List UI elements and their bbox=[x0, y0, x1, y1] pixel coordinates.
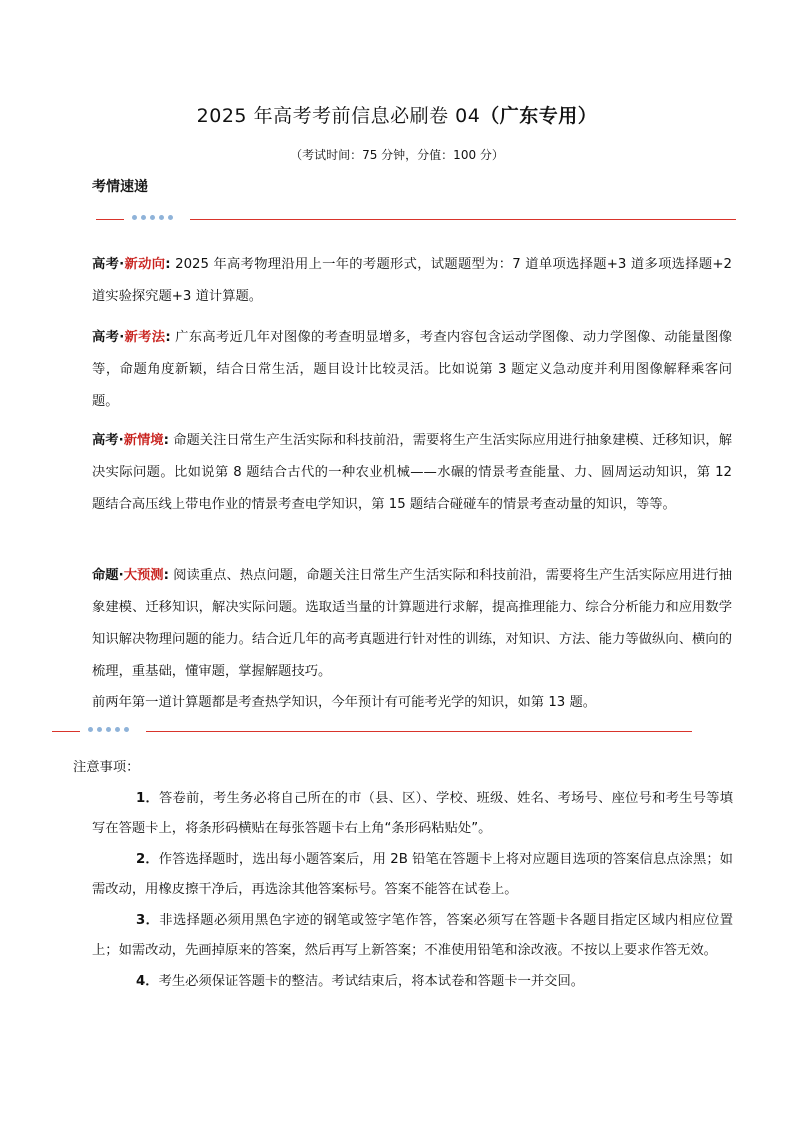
divider-line-left bbox=[52, 731, 80, 732]
divider-dots bbox=[132, 215, 177, 234]
dot bbox=[115, 727, 120, 732]
notes-section bbox=[73, 753, 733, 997]
document-title bbox=[0, 101, 794, 128]
note-item: 1．答卷前，考生务必将自己所在的市（县、区）、学校、班级、姓名、考场号、座位号和考生号等填写在答题卡上，将条形码横贴在每张答题卡右上角“条形码粘贴处”。 bbox=[92, 790, 733, 836]
title-region: （广东专用） bbox=[480, 105, 598, 127]
top-divider bbox=[96, 215, 736, 225]
dot bbox=[141, 215, 146, 220]
info-item-prediction: 命题·大预测: 阅读重点、热点问题，命题关注日常生产生活实际和科技前沿，需要将生产生活实际应用进行抽象建模、迁移知识，解决实际问题。选取适当量的计算题进行求解，提高推理能力、综合分析能力和应用数学知识解决物理问题的能力。结合近几年的高考真题进行针对性的训练，对知识、方法、能力等做纵向、横向的梳理，重基础，懂审题，掌握解题技巧。 bbox=[92, 568, 733, 679]
info-item-new-trend: 高考·新动向: 2025 年高考物理沿用上一年的考题形式，试题题型为：7 道单项选择题+3 道多项选择题+2 道实验探究题+3 道计算题。 bbox=[92, 257, 733, 304]
dot bbox=[159, 215, 164, 220]
title-main: 2025 年高考考前信息必刷卷 04 bbox=[196, 105, 481, 127]
extra-note: 前两年第一道计算题都是考查热学知识，今年预计有可能考光学的知识，如第 13 题。 bbox=[92, 695, 597, 710]
dot bbox=[168, 215, 173, 220]
notes-heading: 注意事项： bbox=[73, 760, 140, 775]
bottom-divider bbox=[52, 727, 692, 737]
info-item-new-context: 高考·新情境: 命题关注日常生产生活实际和科技前沿，需要将生产生活实际应用进行抽象建模、迁移知识，解决实际问题。比如说第 8 题结合古代的一种农业机械——水碾的情景考查能量、力、圆周运动知识，第 12 题结合高压线上带电作业的情景考查电学知识，第 15 题结合碰碰车的情景考查动量的知识，等等。 bbox=[92, 433, 733, 512]
divider-line-right bbox=[146, 731, 692, 732]
dot bbox=[132, 215, 137, 220]
dot bbox=[88, 727, 93, 732]
exam-meta: （考试时间：75 分钟，分值：100 分） bbox=[290, 148, 504, 162]
note-item: 4．考生必须保证答题卡的整洁。考试结束后，将本试卷和答题卡一并交回。 bbox=[136, 973, 585, 989]
divider-dots bbox=[88, 727, 133, 746]
dot bbox=[97, 727, 102, 732]
dot bbox=[124, 727, 129, 732]
divider-line-right bbox=[190, 219, 736, 220]
dot bbox=[150, 215, 155, 220]
note-item: 3．非选择题必须用黑色字迹的钢笔或签字笔作答，答案必须写在答题卡各题目指定区域内相应位置上；如需改动，先画掉原来的答案，然后再写上新答案；不准使用铅笔和涂改液。不按以上要求作答无效。 bbox=[92, 912, 733, 958]
divider-line-left bbox=[96, 219, 124, 220]
info-item-new-method: 高考·新考法: 广东高考近几年对图像的考查明显增多，考查内容包含运动学图像、动力学图像、动能量图像等，命题角度新颖，结合日常生活，题目设计比较灵活。比如说第 3 题定义急动度并利用图像解释乘客问题。 bbox=[92, 330, 733, 409]
section-heading: 考情速递 bbox=[92, 179, 148, 195]
dot bbox=[106, 727, 111, 732]
note-item: 2．作答选择题时，选出每小题答案后，用 2B 铅笔在答题卡上将对应题目选项的答案信息点涂黑；如需改动，用橡皮擦干净后，再选涂其他答案标号。答案不能答在试卷上。 bbox=[92, 851, 733, 897]
